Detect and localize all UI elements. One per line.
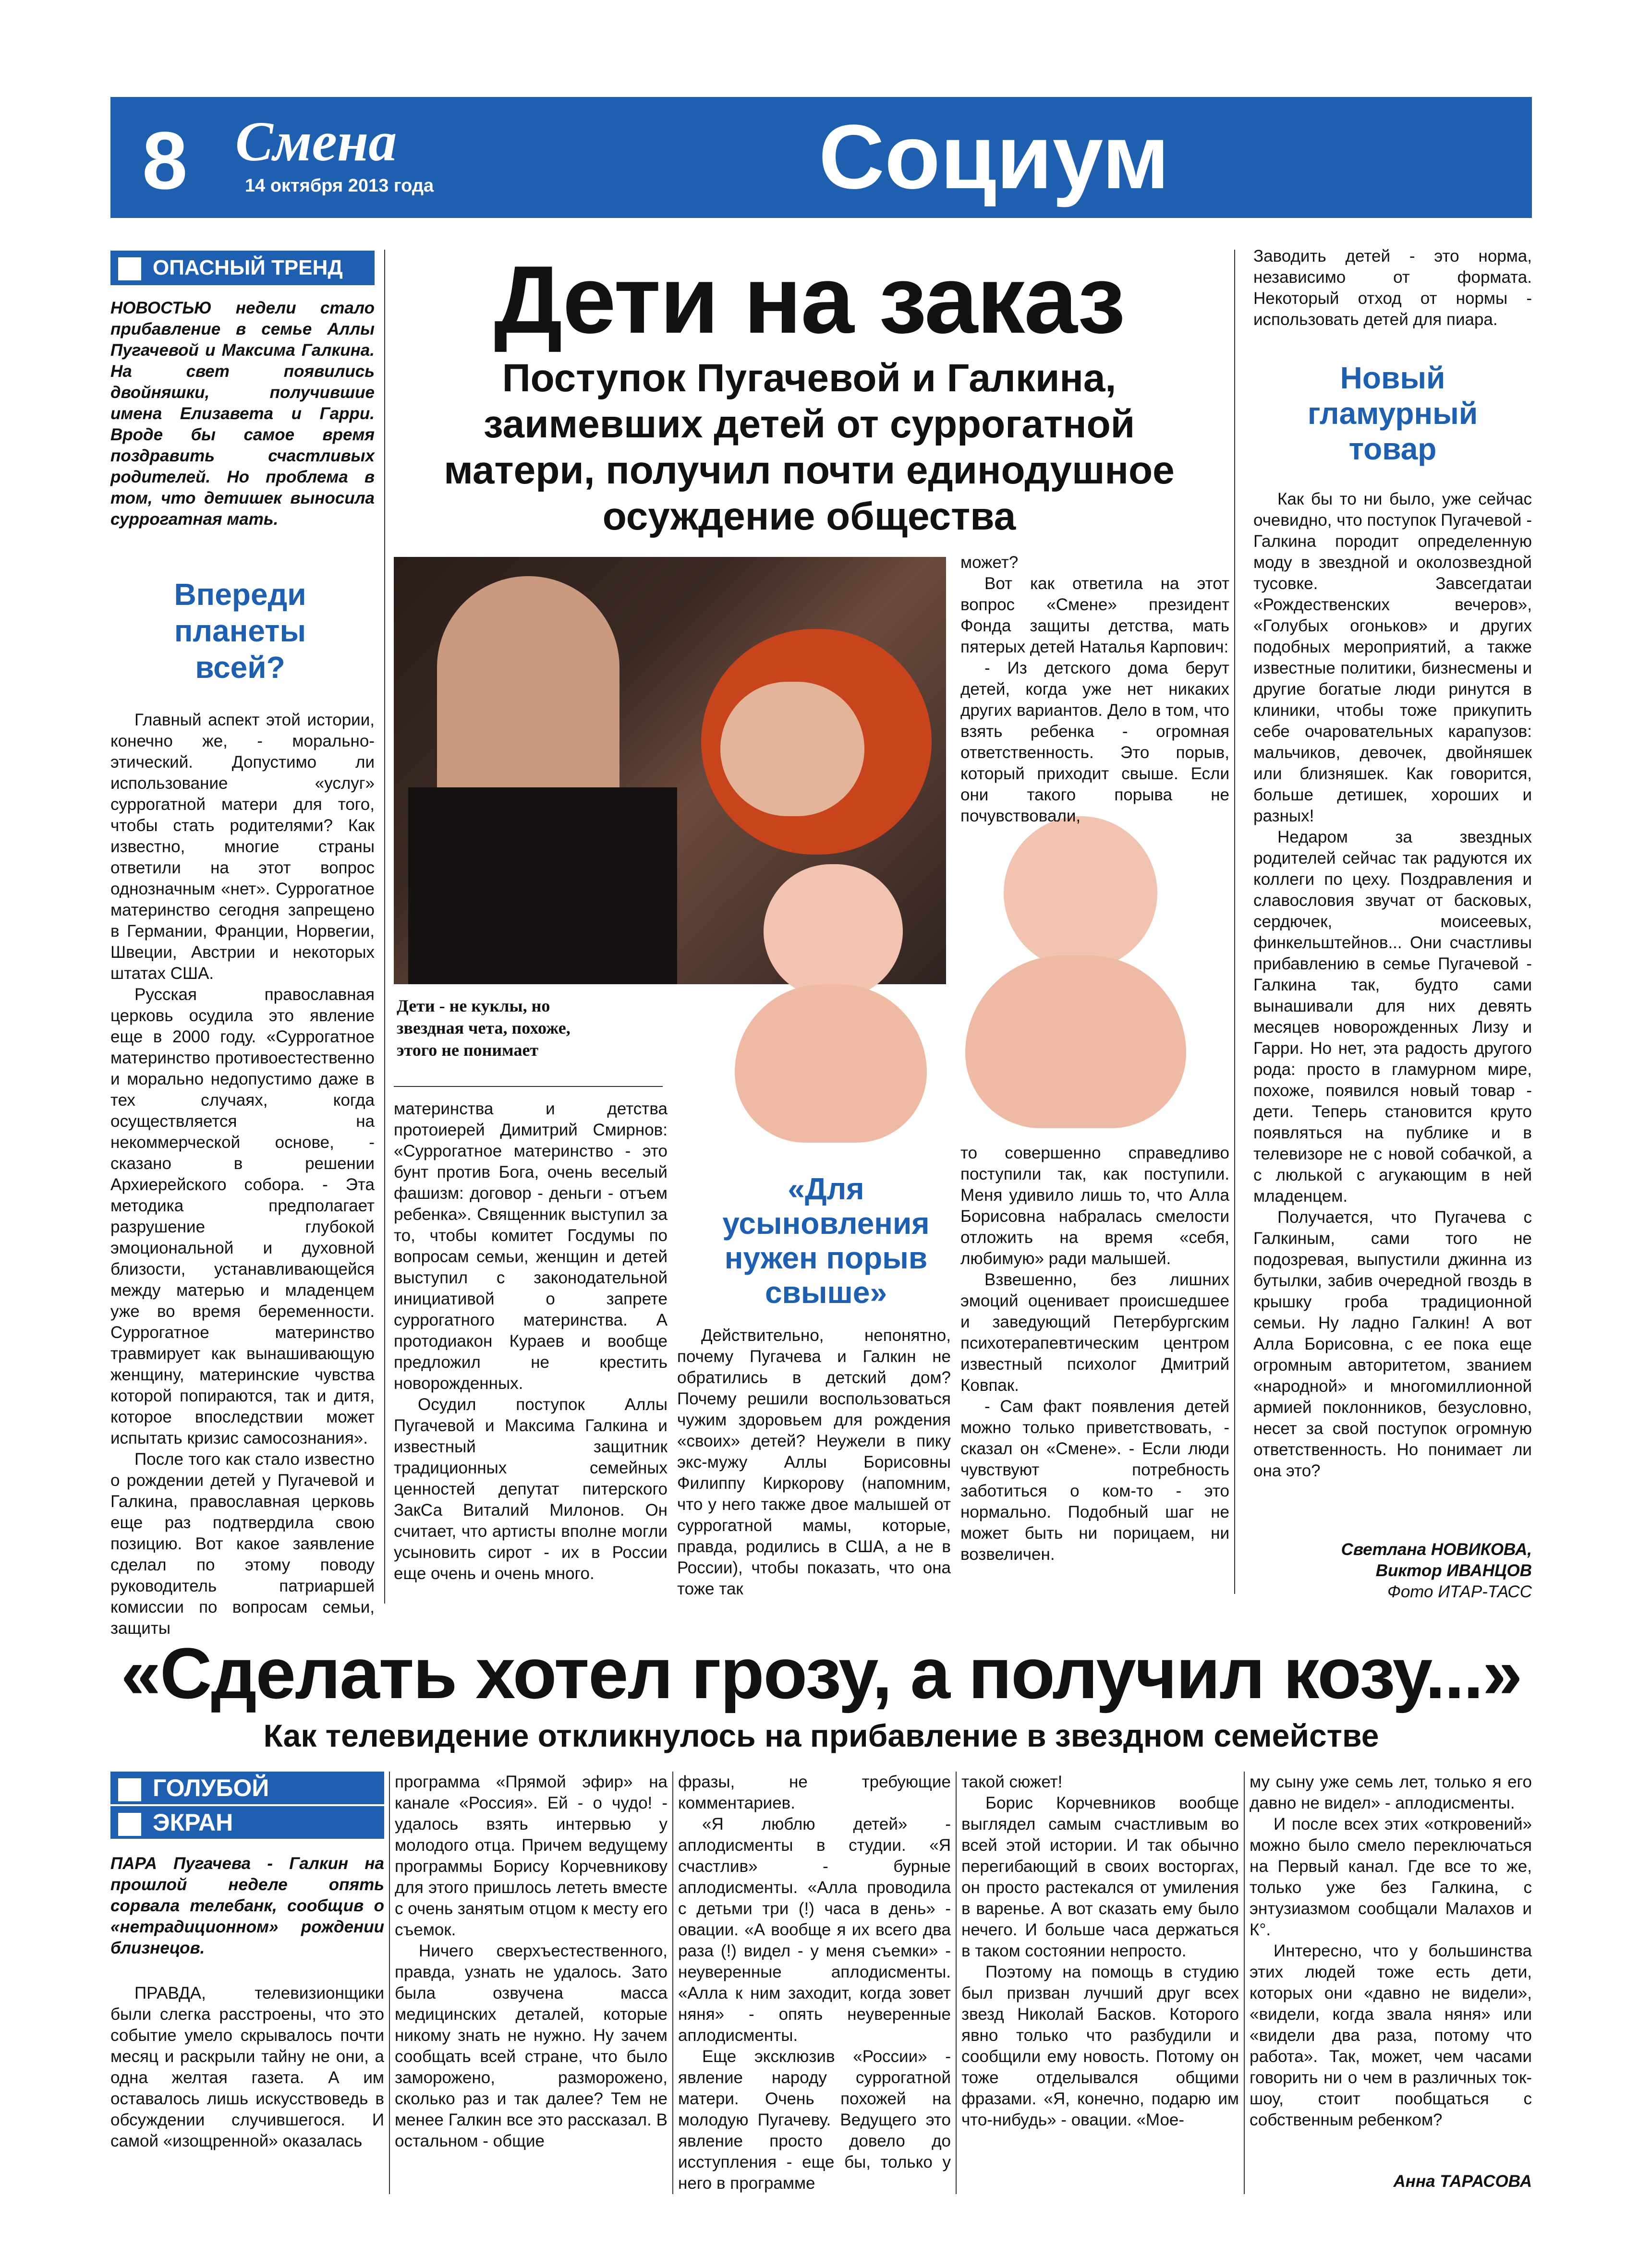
subheading-ahead-of-planet: Впереди планеты всей? xyxy=(174,577,306,685)
column-divider xyxy=(384,250,385,1604)
column-divider xyxy=(389,1772,390,2194)
column-divider xyxy=(1244,1772,1245,2194)
rubric-row-2 xyxy=(110,1806,384,1839)
paragraph: материнства и детства протоиерей Димитрий Смирнов: «Суррогатное материнство - это бунт против Бога, очень веселый фашизм: договор - деньги - отъем ребенка». Священник выступил за то, чтобы комитет Госдумы по вопросам семьи, женщин и детей выступил с законодательной инициативой о запрете суррогатного материнства. А протодиакон Кураев и вообще предложил не крестить новорожденных. xyxy=(394,1099,668,1393)
article1-subtitle: Поступок Пугачевой и Галкина, заимевших детей от суррогатной матери, получил почти единодушное осуждение общества xyxy=(444,356,1175,538)
article2-title: «Сделать хотел грозу, а получил козу...» xyxy=(121,1633,1522,1713)
paragraph: - Из детского дома берут детей, когда уже нет никаких других вариантов. Дело в том, что взять ребенка - огромная ответственность. Это порыв, который приходит свыше. Если они такого порыва не почувствовали, xyxy=(960,659,1229,825)
rubric-square-icon xyxy=(118,1778,141,1801)
doll-left xyxy=(706,864,956,1152)
article2-col2 xyxy=(395,1772,668,2194)
rubric-row-1 xyxy=(110,1772,384,1804)
article1-lead: НОВОСТЬЮ недели стало прибавление в семье Аллы Пугачевой и Максима Галкина. На свет появились двойняшки, получившие имена Елизавета и Гарри. Вроде бы самое время поздравить счастливых родителей. Но проблема в том, что детишек выносила суррогатная мать. xyxy=(110,299,375,529)
article2-subtitle: Как телевидение откликнулось на прибавление в звездном семействе xyxy=(263,1718,1379,1753)
paragraph: Осудил поступок Аллы Пугачевой и Максима Галкина и известный защитник традиционных семейных ценностей депутат питерского ЗакСа Виталий Милонов. Он считает, что артисты вполне могли усыновить сирот - их в России еще очень и очень много. xyxy=(394,1395,668,1583)
subheading-adoption: «Для усыновления нужен порыв свыше» xyxy=(722,1171,930,1310)
page-number: 8 xyxy=(142,115,188,206)
paragraph: Получается, что Пугачева с Галкиным, сами того не подозревая, выпустили джинна из бутылки, забив очередной гвоздь в крышку гроба традиционной семьи. Ну ладно Галкин! А вот Алла Борисовна, с ее пока еще огромным авторитетом, званием «народной» и многомиллионной армией поклонников, безусловно, несет за свой поступок огромную ответственность. Но понимает ли она это? xyxy=(1253,1208,1532,1480)
paragraph: Еще эксклюзив «России» - явление народу суррогатной матери. Очень похожей на молодую Пугачеву. Ведущего это явление просто довело до исступления - еще бы, только у него в программе xyxy=(678,2047,951,2193)
column-divider xyxy=(1234,250,1235,1594)
paragraph: то совершенно справедливо поступили так, как поступили. Меня удивило лишь то, что Алла Борисовна набралась смелости отложить на время «себя, любимую» ради малышей. xyxy=(960,1144,1229,1268)
article2-lead: ПАРА Пугачева - Галкин на прошлой неделе опять сорвала телебанк, сообщив о «нетрадиционном» рождении близнецов. xyxy=(110,1854,384,1957)
paragraph: Интересно, что у большинства этих людей тоже есть дети, которых они «давно не видели», «видели, когда звала няня» или «видели два раза, потому что работа». Так, может, чем часами говорить ни о чем в различных ток-шоу, стоит пообщаться с собственным ребенком? xyxy=(1250,1942,1532,2129)
article1-col4-top xyxy=(960,552,1229,840)
paragraph: Борис Корчевников вообще выглядел самым счастливым во всей этой истории. И так обычно перегибающий в своих восторгах, он просто растекался от умиления в варенье. А вот сказать ему было нечего. И больше часа держаться в таком состоянии непросто. xyxy=(961,1794,1239,1960)
section-title: Социум xyxy=(818,106,1170,208)
byline-author: Анна ТАРАСОВА xyxy=(1393,2172,1532,2191)
photo-credit: Фото ИТАР-ТАСС xyxy=(1387,1582,1532,1601)
photo-caption: Дети - не куклы, но звездная чета, похоже, этого не понимает xyxy=(397,996,571,1060)
column-divider xyxy=(672,1772,673,2194)
paragraph: Вот как ответила на этот вопрос «Смене» президент Фонда защиты детства, мать пятерых детей Наталья Карпович: xyxy=(960,574,1229,656)
article1-col3 xyxy=(677,1325,951,1608)
article1-title: Дети на заказ xyxy=(494,246,1125,353)
paragraph: - Сам факт появления детей можно только приветствовать, - сказал он «Смене». - Если люди чувствуют потребность заботиться о ком-то - это нормально. Подобный шаг не может быть ни порицаем, ни возвеличен. xyxy=(960,1397,1229,1564)
caption-rule xyxy=(394,1086,663,1087)
article1-col5-top xyxy=(1253,246,1532,332)
byline-author-1: Светлана НОВИКОВА, xyxy=(1341,1540,1532,1559)
rubric-label: ОПАСНЫЙ ТРЕНД xyxy=(153,256,343,279)
paragraph: программа «Прямой эфир» на канале «Россия». Ей - о чудо! - удалось взять интервью у молодого отца. Причем ведущему программы Борису Корчевникову для этого пришлось лететь вместе с очень занятым отцом к месту его съемок. xyxy=(395,1773,668,1939)
doll-body xyxy=(965,955,1186,1128)
paragraph: фразы, не требующие комментариев. xyxy=(678,1773,951,1812)
rubric-dangerous-trend xyxy=(110,251,375,285)
paragraph: «Я люблю детей» - аплодисменты в студии. «Я счастлив» - бурные аплодисменты. «Алла проводила с детьми три (!) часа в день» - овации. «А вообще я их всего два раза (!) видел - у меня съемки» - неуверенные аплодисменты. «Алла к ним заходит, когда зовет няня» - опять неуверенные аплодисменты. xyxy=(678,1815,951,2045)
man-suit xyxy=(408,787,677,984)
paragraph: Действительно, непонятно, почему Пугачева и Галкин не обратились в детский дом? Почему решили воспользоваться чужим здоровьем для рождения «своих» детей? Неужели в пику экс-мужу Аллы Борисовны Филиппу Киркорову (напомним, что у него также двое малышей от суррогатной мамы, которые, правда, родились в США, а не в России), чтобы показать, что она тоже так xyxy=(677,1326,951,1598)
rubric-blue-screen xyxy=(110,1772,384,1839)
article2-col1 xyxy=(110,1983,384,2194)
article1-col4-bottom xyxy=(960,1143,1229,1608)
article2-col5 xyxy=(1250,1772,1532,2170)
paragraph: ПРАВДА, телевизионщики были слегка расстроены, что это событие умело скрывалось почти месяц и раскрыли тайну не они, а одна желтая газета. А им оставалось лишь искусствоведь в обсуждении случившегося. И самой «изощренной» оказалась xyxy=(110,1984,384,2150)
subheading-glamour-product: Новый гламурный товар xyxy=(1307,361,1478,466)
paragraph: Поэтому на помощь в студию был призван лучший друг всех звезд Николай Басков. Которого явно только что разбудили и сообщили ему новость. Потому он тоже отделывался общими фразами. «Я, конечно, подарю им что-нибудь» - овации. «Мое- xyxy=(961,1963,1239,2129)
paragraph: может? xyxy=(960,553,1019,572)
woman-face xyxy=(720,682,864,816)
paragraph: Как бы то ни было, уже сейчас очевидно, что поступок Пугачевой - Галкина породит определенную моду в звездной и околозвездной тусовке. Завсегдатаи «Рождественских вечеров», «Голубых огоньков» и других подобных мероприятий, а также известные политики, бизнесмены и другие богатые люди ринутся в клиники, чтобы тоже прикупить себе очаровательных карапузов: мальчиков, девочек, двойняшек или близняшек. Как говорится, больше детишек, хороших и разных! xyxy=(1253,490,1532,825)
article2-col3 xyxy=(678,1772,951,2194)
doll-right xyxy=(927,816,1225,1133)
article1-col1 xyxy=(110,710,375,1638)
doll-body xyxy=(735,984,927,1143)
paragraph: такой сюжет! xyxy=(961,1773,1063,1791)
byline-author-2: Виктор ИВАНЦОВ xyxy=(1375,1561,1532,1580)
doll-head xyxy=(764,864,903,999)
paragraph: Главный аспект этой истории, конечно же, - морально-этический. Допустимо ли использование «услуг» суррогатной матери для того, чтобы стать родителями? Как известно, многие страны ответили на этот вопрос однозначным «нет». Суррогатное материнство сегодня запрещено в Германии, Франции, Норвегии, Швеции, Австрии и некоторых штатах США. xyxy=(110,711,375,983)
paragraph: Русская православная церковь осудила это явление еще в 2000 году. «Суррогатное материнство противоестественно и морально недопустимо даже в тех случаях, когда осуществляется на некоммерческой основе, - сказано в решении Архиерейского собора. - Эта методика предполагает разрушение глубокой эмоциональной и духовной близости, устанавливающейся между матерью и младенцем уже во время беременности. Суррогатное материнство травмирует как вынашивающую женщину, материнские чувства которой попираются, так и дитя, которое впоследствии может испытать кризис самосознания». xyxy=(110,985,375,1448)
paragraph: Недаром за звездных родителей сейчас так радуются их коллеги по цеху. Поздравления и славословия звучат от басковых, сердючек, моисеевых, финкельштейнов... Они счастливы прибавлению в семье Пугачевой - Галкина так, будто сами вынашивали для них девять месяцев новорожденных Лизу и Гарри. Но нет, эта радость другого рода: просто в гламурном мире, похоже, появился новый товар - дети. Теперь становится круто появляться на публике и в телевизоре не с новой собачкой, а с люлькой с агукающим в ней младенцем. xyxy=(1253,828,1532,1206)
paragraph: Заводить детей - это норма, независимо от формата. Некоторый отход от нормы - использовать детей для пиара. xyxy=(1253,247,1532,329)
article1-col2 xyxy=(394,1098,668,1607)
paragraph: Ничего сверхъестественного, правда, узнать не удалось. Зато была озвучена масса медицинских деталей, которые никому знать не нужно. Ну зачем сообщать всей стране, что было заморожено, разморожено, сколько раз и так далее? Тем не менее Галкин все это рассказал. В остальном - общие xyxy=(395,1942,668,2150)
column-divider xyxy=(956,1772,957,2194)
rubric-square-icon xyxy=(118,257,141,280)
paragraph: И после всех этих «откровений» можно было смело переключаться на Первый канал. Где все то же, только уже без Галкина, с энтузиазмом сообщали Малахов и К°. xyxy=(1250,1815,1532,1939)
rubric-label: ГОЛУБОЙ xyxy=(153,1774,269,1801)
paragraph: После того как стало известно о рождении детей у Пугачевой и Галкина, православная церковь еще раз подтвердила свою позицию. Вот какое заявление сделал по этому поводу руководитель патриаршей комиссии по вопросам семьи, защиты xyxy=(110,1450,375,1638)
newspaper-logo: Смена xyxy=(235,110,397,173)
paragraph: Взвешенно, без лишних эмоций оценивает происшедшее и заведующий Петербургским психотерапевтическим центром известный психолог Дмитрий Ковпак. xyxy=(960,1270,1229,1395)
paragraph: му сыну уже семь лет, только я его давно не видел» - аплодисменты. xyxy=(1250,1773,1532,1812)
issue-date: 14 октября 2013 года xyxy=(245,176,434,196)
rubric-square-icon xyxy=(118,1813,141,1836)
rubric-label: ЭКРАН xyxy=(153,1809,233,1836)
article1-col5 xyxy=(1253,489,1532,1535)
article2-col4 xyxy=(961,1772,1239,2194)
